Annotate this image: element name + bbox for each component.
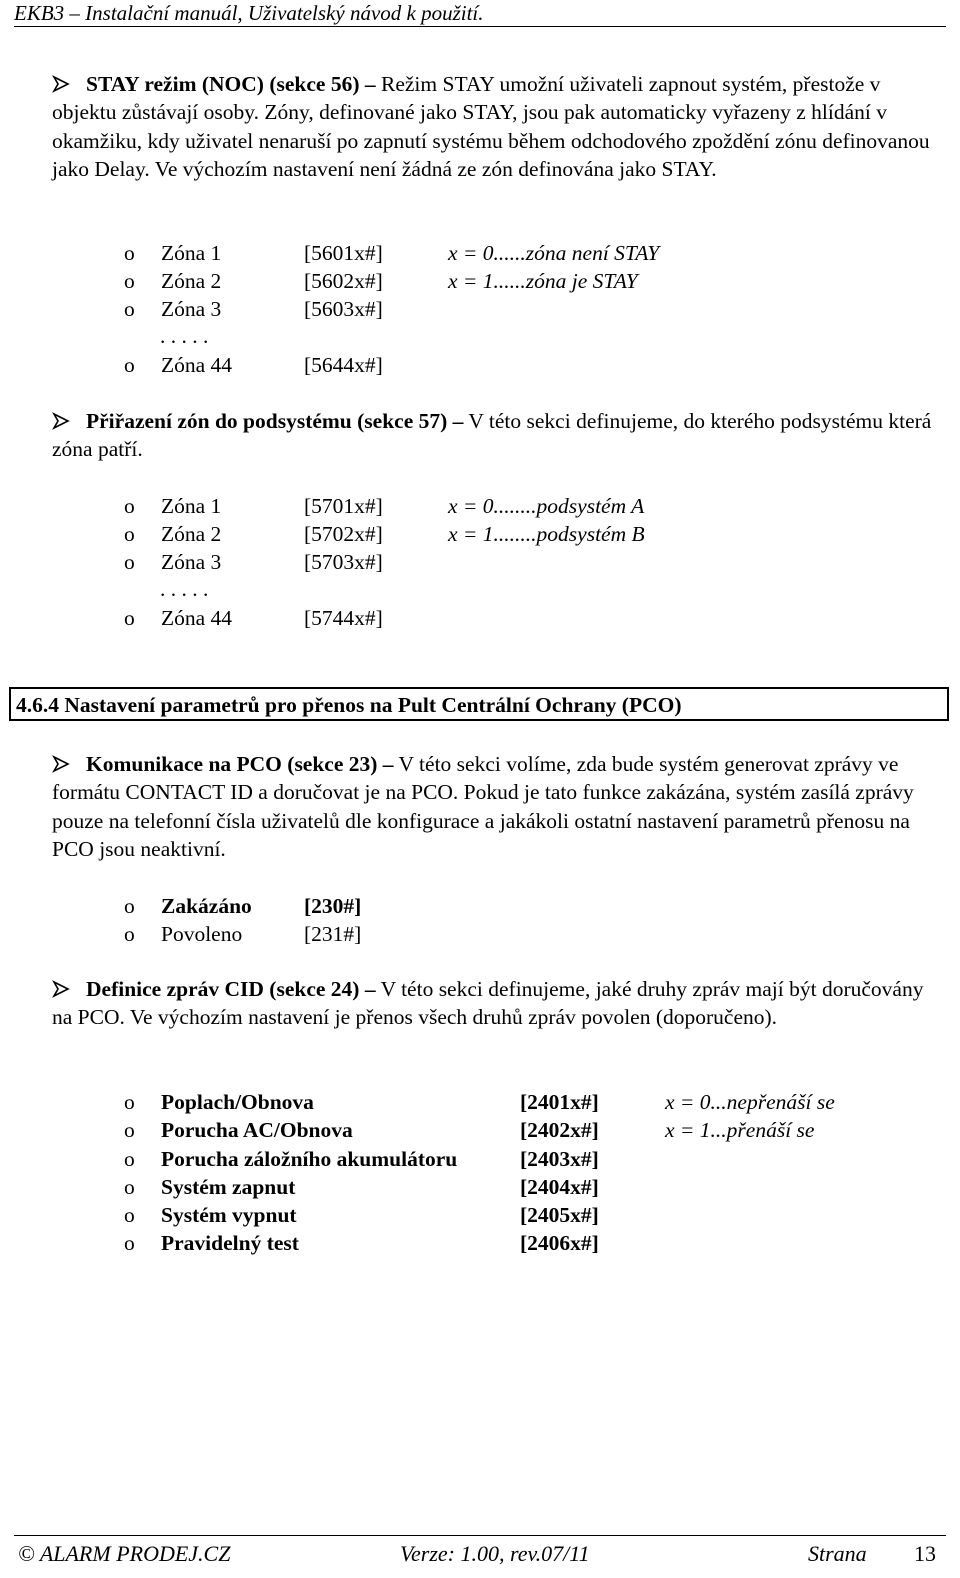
footer-divider [14, 1535, 946, 1536]
subsystem-lead: Přiřazení zón do podsystému (sekce 57) – [86, 409, 464, 433]
ellipsis: . . . . . [160, 577, 209, 601]
header-divider [14, 26, 946, 27]
section-heading [9, 687, 949, 721]
ellipsis: . . . . . [160, 324, 209, 348]
page-header: EKB3 – Instalační manuál, Uživatelský návod k použití. [14, 1, 484, 25]
stay-text: Režim STAY umožní uživateli zapnout systém, přestože v objektu zůstávají osoby. Zóny, definované jako STAY, jsou pak automaticky vyřazeny z hlídání v okamžiku, kdy uživatel nenaruší po zapnutí systému během odchodového zpoždění zónu definovanou jako Delay. Ve výchozím nastavení není žádná ze zón definována jako STAY. [52, 72, 930, 181]
arrow-bullet-icon [52, 975, 86, 1003]
cid-lead: Definice zpráv CID (sekce 24) – [86, 977, 376, 1001]
stay-paragraph [52, 70, 932, 183]
cid-paragraph [52, 975, 932, 1032]
subsystem-paragraph [52, 407, 932, 464]
pco-paragraph [52, 750, 932, 863]
cid-text: V této sekci definujeme, jaké druhy zpráv mají být doručovány na PCO. Ve výchozím nastavení je přenos všech druhů zpráv povolen (doporučeno). [52, 977, 924, 1030]
footer-page-label: Strana [808, 1541, 867, 1566]
section-title: 4.6.4 Nastavení parametrů pro přenos na Pult Centrální Ochrany (PCO) [16, 693, 682, 717]
arrow-bullet-icon [52, 407, 86, 435]
pco-text: V této sekci volíme, zda bude systém generovat zprávy ve formátu CONTACT ID a doručovat je na PCO. Pokud je tato funkce zakázána, systém zasílá zprávy pouze na telefonní čísla uživatelů dle konfigurace a jakákoli ostatní nastavení parametrů přenosu na PCO jsou neaktivní. [52, 752, 914, 861]
subsystem-text: V této sekci definujeme, do kterého podsystému která zóna patří. [52, 409, 932, 462]
footer-page-number: 13 [914, 1541, 936, 1566]
arrow-bullet-icon [52, 750, 86, 778]
stay-lead: STAY režim (NOC) (sekce 56) – [86, 72, 376, 96]
arrow-bullet-icon [52, 70, 86, 98]
footer-copyright: © ALARM PRODEJ.CZ [18, 1541, 231, 1566]
pco-lead: Komunikace na PCO (sekce 23) – [86, 752, 394, 776]
footer-version: Verze: 1.00, rev.07/11 [400, 1541, 590, 1566]
